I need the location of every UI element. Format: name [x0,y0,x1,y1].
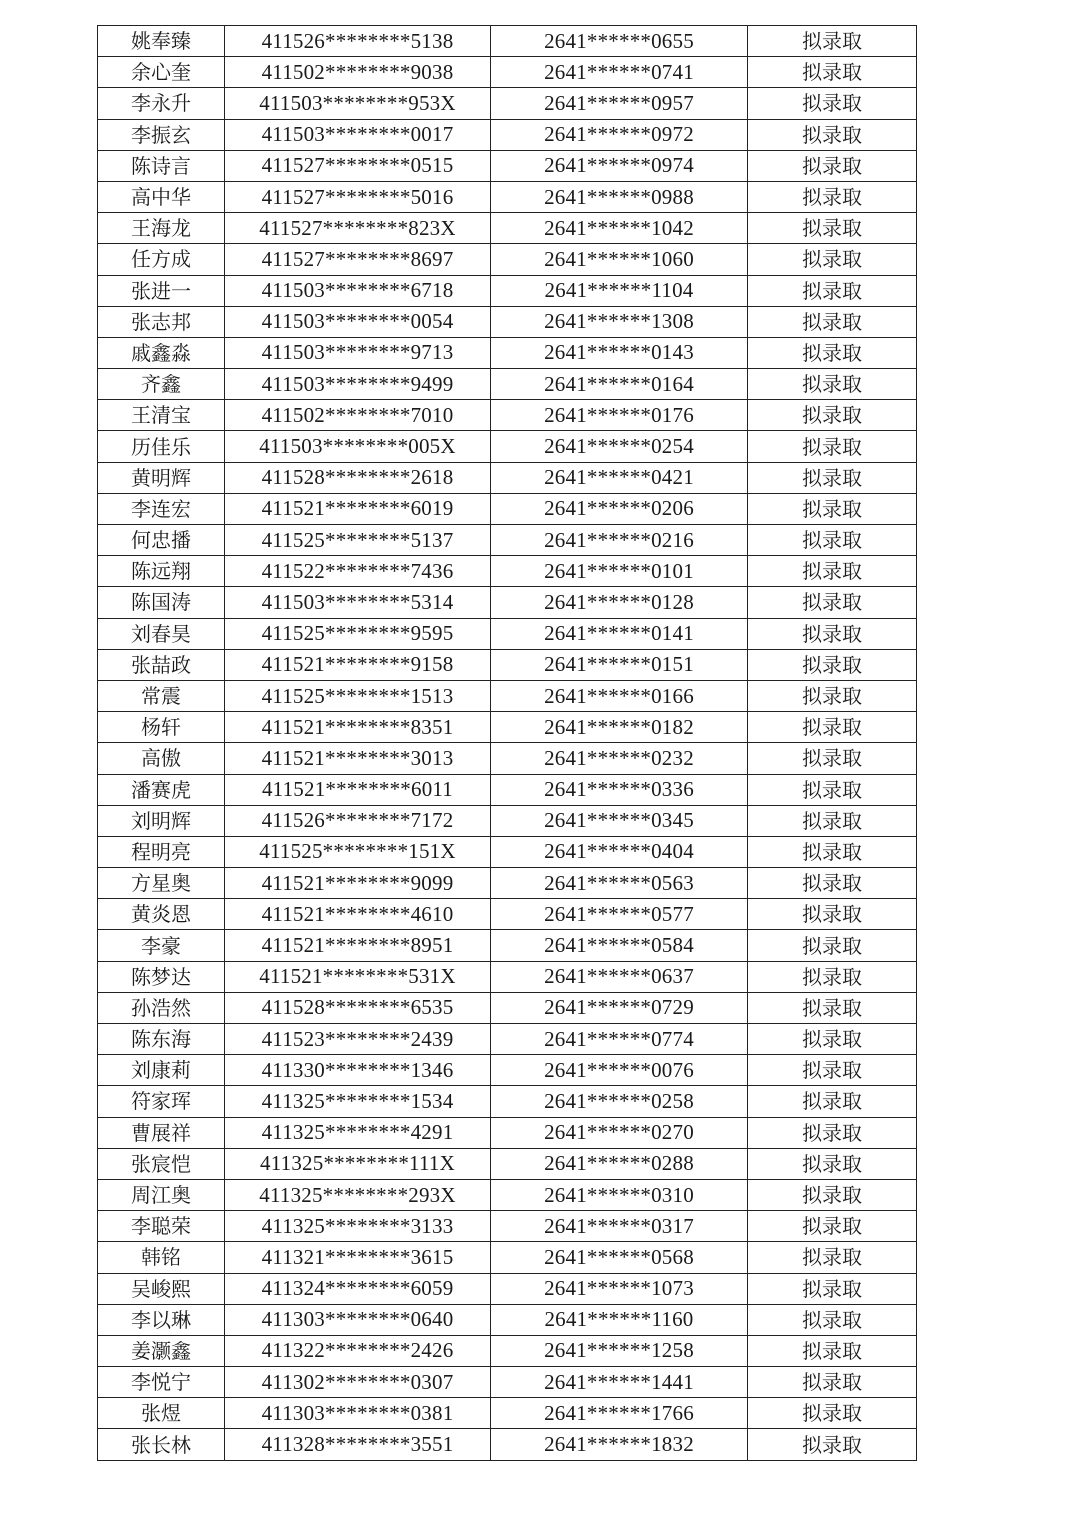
id-number-cell: 411324********6059 [225,1273,491,1304]
admission-list-body [98,26,917,1461]
table-row [98,1335,917,1366]
exam-number-cell: 2641******0584 [491,930,748,961]
table-row [98,369,917,400]
candidate-name-cell: 方星奥 [98,868,225,899]
candidate-name-cell: 吴峻熙 [98,1273,225,1304]
table-row [98,649,917,680]
table-row [98,1211,917,1242]
admission-status-cell: 拟录取 [748,992,917,1023]
admission-status-cell: 拟录取 [748,712,917,743]
id-number-cell: 411321********3615 [225,1242,491,1273]
candidate-name-cell: 陈梦达 [98,961,225,992]
id-number-cell: 411503********0054 [225,306,491,337]
candidate-name-cell: 李连宏 [98,493,225,524]
table-row [98,275,917,306]
table-row [98,992,917,1023]
candidate-name-cell: 张进一 [98,275,225,306]
admission-status-cell: 拟录取 [748,1242,917,1273]
table-row [98,774,917,805]
admission-list-table [97,25,917,1461]
id-number-cell: 411503********5314 [225,587,491,618]
id-number-cell: 411528********2618 [225,462,491,493]
table-row [98,712,917,743]
id-number-cell: 411502********7010 [225,400,491,431]
exam-number-cell: 2641******0974 [491,150,748,181]
admission-status-cell: 拟录取 [748,836,917,867]
id-number-cell: 411325********4291 [225,1117,491,1148]
candidate-name-cell: 刘春昊 [98,618,225,649]
id-number-cell: 411521********8351 [225,712,491,743]
candidate-name-cell: 张煜 [98,1398,225,1429]
exam-number-cell: 2641******0166 [491,680,748,711]
table-row [98,244,917,275]
admission-status-cell: 拟录取 [748,1304,917,1335]
table-row [98,88,917,119]
exam-number-cell: 2641******0141 [491,618,748,649]
admission-status-cell: 拟录取 [748,1429,917,1460]
table-row [98,961,917,992]
candidate-name-cell: 历佳乐 [98,431,225,462]
table-row [98,493,917,524]
id-number-cell: 411521********6011 [225,774,491,805]
exam-number-cell: 2641******0151 [491,649,748,680]
admission-status-cell: 拟录取 [748,1335,917,1366]
exam-number-cell: 2641******0988 [491,181,748,212]
candidate-name-cell: 韩铭 [98,1242,225,1273]
exam-number-cell: 2641******0310 [491,1179,748,1210]
table-row [98,57,917,88]
admission-status-cell: 拟录取 [748,1367,917,1398]
admission-status-cell: 拟录取 [748,57,917,88]
admission-status-cell: 拟录取 [748,431,917,462]
exam-number-cell: 2641******0655 [491,26,748,57]
candidate-name-cell: 张长林 [98,1429,225,1460]
admission-status-cell: 拟录取 [748,400,917,431]
admission-status-cell: 拟录取 [748,1024,917,1055]
table-row [98,1117,917,1148]
id-number-cell: 411521********9158 [225,649,491,680]
exam-number-cell: 2641******0741 [491,57,748,88]
table-row [98,1242,917,1273]
exam-number-cell: 2641******0206 [491,493,748,524]
id-number-cell: 411503********6718 [225,275,491,306]
id-number-cell: 411521********8951 [225,930,491,961]
table-row [98,868,917,899]
id-number-cell: 411525********1513 [225,680,491,711]
candidate-name-cell: 符家珲 [98,1086,225,1117]
table-row [98,587,917,618]
candidate-name-cell: 姚奉臻 [98,26,225,57]
id-number-cell: 411521********9099 [225,868,491,899]
candidate-name-cell: 黄明辉 [98,462,225,493]
table-row [98,213,917,244]
candidate-name-cell: 齐鑫 [98,369,225,400]
admission-status-cell: 拟录取 [748,1148,917,1179]
id-number-cell: 411330********1346 [225,1055,491,1086]
id-number-cell: 411527********5016 [225,181,491,212]
id-number-cell: 411526********7172 [225,805,491,836]
admission-status-cell: 拟录取 [748,26,917,57]
table-row [98,1179,917,1210]
exam-number-cell: 2641******0637 [491,961,748,992]
admission-status-cell: 拟录取 [748,618,917,649]
exam-number-cell: 2641******1073 [491,1273,748,1304]
table-row [98,1398,917,1429]
table-row [98,805,917,836]
exam-number-cell: 2641******0288 [491,1148,748,1179]
exam-number-cell: 2641******0957 [491,88,748,119]
exam-number-cell: 2641******1060 [491,244,748,275]
admission-status-cell: 拟录取 [748,774,917,805]
table-row [98,556,917,587]
id-number-cell: 411302********0307 [225,1367,491,1398]
admission-status-cell: 拟录取 [748,805,917,836]
exam-number-cell: 2641******0729 [491,992,748,1023]
admission-status-cell: 拟录取 [748,1117,917,1148]
candidate-name-cell: 李振玄 [98,119,225,150]
exam-number-cell: 2641******0317 [491,1211,748,1242]
exam-number-cell: 2641******1832 [491,1429,748,1460]
table-row [98,150,917,181]
admission-status-cell: 拟录取 [748,493,917,524]
admission-status-cell: 拟录取 [748,587,917,618]
candidate-name-cell: 王海龙 [98,213,225,244]
table-row [98,899,917,930]
exam-number-cell: 2641******1104 [491,275,748,306]
id-number-cell: 411503********005X [225,431,491,462]
admission-status-cell: 拟录取 [748,680,917,711]
exam-number-cell: 2641******0182 [491,712,748,743]
table-row [98,1273,917,1304]
table-row [98,26,917,57]
admission-status-cell: 拟录取 [748,961,917,992]
id-number-cell: 411503********9499 [225,369,491,400]
candidate-name-cell: 李聪荣 [98,1211,225,1242]
candidate-name-cell: 常震 [98,680,225,711]
candidate-name-cell: 张志邦 [98,306,225,337]
table-row [98,743,917,774]
admission-status-cell: 拟录取 [748,306,917,337]
candidate-name-cell: 李以琳 [98,1304,225,1335]
exam-number-cell: 2641******0774 [491,1024,748,1055]
admission-status-cell: 拟录取 [748,899,917,930]
id-number-cell: 411523********2439 [225,1024,491,1055]
exam-number-cell: 2641******0345 [491,805,748,836]
admission-status-cell: 拟录取 [748,1211,917,1242]
id-number-cell: 411503********0017 [225,119,491,150]
id-number-cell: 411303********0381 [225,1398,491,1429]
table-row [98,306,917,337]
id-number-cell: 411325********3133 [225,1211,491,1242]
admission-status-cell: 拟录取 [748,1273,917,1304]
exam-number-cell: 2641******0176 [491,400,748,431]
exam-number-cell: 2641******0568 [491,1242,748,1273]
candidate-name-cell: 曹展祥 [98,1117,225,1148]
exam-number-cell: 2641******0404 [491,836,748,867]
table-row [98,431,917,462]
table-row [98,1148,917,1179]
admission-status-cell: 拟录取 [748,337,917,368]
id-number-cell: 411521********6019 [225,493,491,524]
candidate-name-cell: 刘明辉 [98,805,225,836]
table-row [98,930,917,961]
exam-number-cell: 2641******0216 [491,525,748,556]
id-number-cell: 411527********8697 [225,244,491,275]
candidate-name-cell: 高傲 [98,743,225,774]
exam-number-cell: 2641******1042 [491,213,748,244]
admission-status-cell: 拟录取 [748,868,917,899]
id-number-cell: 411521********4610 [225,899,491,930]
exam-number-cell: 2641******0972 [491,119,748,150]
candidate-name-cell: 余心奎 [98,57,225,88]
table-row [98,618,917,649]
id-number-cell: 411528********6535 [225,992,491,1023]
candidate-name-cell: 任方成 [98,244,225,275]
exam-number-cell: 2641******0101 [491,556,748,587]
admission-status-cell: 拟录取 [748,649,917,680]
id-number-cell: 411522********7436 [225,556,491,587]
admission-status-cell: 拟录取 [748,1398,917,1429]
table-row [98,119,917,150]
table-row [98,1024,917,1055]
table-row [98,1086,917,1117]
table-row [98,1367,917,1398]
admission-status-cell: 拟录取 [748,119,917,150]
candidate-name-cell: 黄炎恩 [98,899,225,930]
id-number-cell: 411521********531X [225,961,491,992]
id-number-cell: 411521********3013 [225,743,491,774]
candidate-name-cell: 李永升 [98,88,225,119]
candidate-name-cell: 陈东海 [98,1024,225,1055]
exam-number-cell: 2641******0164 [491,369,748,400]
exam-number-cell: 2641******1258 [491,1335,748,1366]
candidate-name-cell: 刘康莉 [98,1055,225,1086]
candidate-name-cell: 王清宝 [98,400,225,431]
admission-status-cell: 拟录取 [748,525,917,556]
admission-status-cell: 拟录取 [748,930,917,961]
exam-number-cell: 2641******0258 [491,1086,748,1117]
id-number-cell: 411527********0515 [225,150,491,181]
exam-number-cell: 2641******1160 [491,1304,748,1335]
exam-number-cell: 2641******0128 [491,587,748,618]
exam-number-cell: 2641******0254 [491,431,748,462]
candidate-name-cell: 陈诗言 [98,150,225,181]
id-number-cell: 411526********5138 [225,26,491,57]
id-number-cell: 411527********823X [225,213,491,244]
id-number-cell: 411325********1534 [225,1086,491,1117]
id-number-cell: 411525********9595 [225,618,491,649]
table-row [98,462,917,493]
exam-number-cell: 2641******0563 [491,868,748,899]
admission-status-cell: 拟录取 [748,150,917,181]
candidate-name-cell: 陈国涛 [98,587,225,618]
id-number-cell: 411503********953X [225,88,491,119]
table-row [98,1055,917,1086]
table-row [98,400,917,431]
candidate-name-cell: 张宸恺 [98,1148,225,1179]
table-row [98,337,917,368]
id-number-cell: 411328********3551 [225,1429,491,1460]
exam-number-cell: 2641******1308 [491,306,748,337]
exam-number-cell: 2641******0270 [491,1117,748,1148]
id-number-cell: 411502********9038 [225,57,491,88]
admission-status-cell: 拟录取 [748,1086,917,1117]
id-number-cell: 411525********151X [225,836,491,867]
candidate-name-cell: 何忠播 [98,525,225,556]
id-number-cell: 411525********5137 [225,525,491,556]
candidate-name-cell: 程明亮 [98,836,225,867]
table-row [98,1429,917,1460]
id-number-cell: 411503********9713 [225,337,491,368]
exam-number-cell: 2641******0421 [491,462,748,493]
candidate-name-cell: 杨轩 [98,712,225,743]
exam-number-cell: 2641******1441 [491,1367,748,1398]
admission-status-cell: 拟录取 [748,244,917,275]
id-number-cell: 411303********0640 [225,1304,491,1335]
id-number-cell: 411325********293X [225,1179,491,1210]
candidate-name-cell: 陈远翔 [98,556,225,587]
exam-number-cell: 2641******1766 [491,1398,748,1429]
candidate-name-cell: 周江奥 [98,1179,225,1210]
table-row [98,680,917,711]
candidate-name-cell: 姜灏鑫 [98,1335,225,1366]
table-row [98,1304,917,1335]
admission-status-cell: 拟录取 [748,1055,917,1086]
table-row [98,181,917,212]
admission-status-cell: 拟录取 [748,213,917,244]
admission-status-cell: 拟录取 [748,556,917,587]
id-number-cell: 411325********111X [225,1148,491,1179]
candidate-name-cell: 潘赛虎 [98,774,225,805]
candidate-name-cell: 高中华 [98,181,225,212]
admission-status-cell: 拟录取 [748,1179,917,1210]
candidate-name-cell: 李豪 [98,930,225,961]
admission-status-cell: 拟录取 [748,275,917,306]
admission-status-cell: 拟录取 [748,743,917,774]
admission-status-cell: 拟录取 [748,88,917,119]
candidate-name-cell: 戚鑫淼 [98,337,225,368]
table-row [98,525,917,556]
admission-status-cell: 拟录取 [748,462,917,493]
table-row [98,836,917,867]
candidate-name-cell: 李悦宁 [98,1367,225,1398]
id-number-cell: 411322********2426 [225,1335,491,1366]
admission-status-cell: 拟录取 [748,181,917,212]
admission-status-cell: 拟录取 [748,369,917,400]
exam-number-cell: 2641******0232 [491,743,748,774]
exam-number-cell: 2641******0076 [491,1055,748,1086]
candidate-name-cell: 张喆政 [98,649,225,680]
candidate-name-cell: 孙浩然 [98,992,225,1023]
exam-number-cell: 2641******0577 [491,899,748,930]
exam-number-cell: 2641******0143 [491,337,748,368]
exam-number-cell: 2641******0336 [491,774,748,805]
